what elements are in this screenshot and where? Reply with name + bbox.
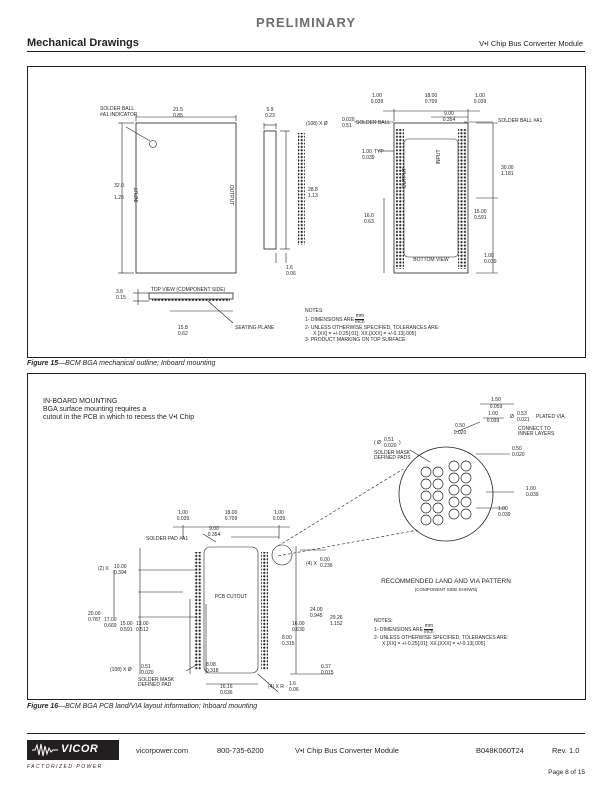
f16-dim-20-00: 20.00 bbox=[88, 611, 101, 617]
dim-0-039-d: 0.039 bbox=[484, 259, 497, 265]
f16-note-1-inch: inch bbox=[424, 629, 434, 635]
f16-dim-108x: (108) X Ø bbox=[110, 667, 132, 673]
dim-0-039-c: 0.039 bbox=[362, 155, 375, 161]
f16-dim-pad-close: ) bbox=[399, 440, 401, 446]
note-2b: X.[XX] = +/-0.25[.01]; XX.[XXX] = +/-0.13[.005] bbox=[313, 331, 416, 337]
dim-0-51: 0.51 bbox=[342, 123, 352, 129]
f16-dim-0-059: 0.059 bbox=[489, 404, 503, 410]
f16-dim-0-512: 0.512 bbox=[136, 627, 149, 633]
logo-tagline: FACTORIZED POWER bbox=[27, 764, 103, 770]
dim-1-181: 1.181 bbox=[501, 171, 514, 177]
f16-note-1-units bbox=[424, 624, 433, 635]
f16-dim-0-945: 0.945 bbox=[310, 613, 323, 619]
package-side-body bbox=[149, 293, 233, 299]
label-output: OUTPUT bbox=[228, 184, 234, 206]
f16-dim-10-00: 10.00 bbox=[114, 564, 127, 570]
f16-dim-pad-open: ( Ø bbox=[374, 440, 381, 446]
f16-dim-0-50-a: 0.50 bbox=[455, 423, 465, 429]
dim-32-0: 32.0 bbox=[114, 183, 124, 189]
preliminary-banner: PRELIMINARY bbox=[255, 15, 357, 30]
f16-dim-0-039-d: 0.039 bbox=[526, 492, 539, 498]
f16-dim-0-636: 0.636 bbox=[220, 690, 233, 696]
label-input: INPUT bbox=[134, 187, 140, 203]
inboard-title: IN-BOARD MOUNTING bbox=[43, 398, 118, 405]
f16-note-1 bbox=[374, 624, 508, 635]
figure-15-caption bbox=[27, 360, 215, 367]
dim-1-00-c: 1.00 bbox=[362, 149, 372, 155]
detail-callout-circle bbox=[272, 545, 292, 565]
dim-0-020: 0.020 bbox=[342, 117, 355, 123]
section-title: Mechanical Drawings bbox=[27, 37, 139, 49]
f16-dim-0-020-a: 0.020 bbox=[453, 430, 467, 436]
label-solder-ball-a1: SOLDER BALL #A1 bbox=[498, 118, 543, 124]
f16-dim-0-020-c: 0.020 bbox=[512, 452, 525, 458]
label-defined-pads: DEFINED PADS bbox=[374, 455, 411, 461]
f16-dim-0-591: 0.591 bbox=[120, 627, 133, 633]
label-solder-pad-a1: SOLDER PAD #A1 bbox=[146, 536, 189, 542]
label-solder-ball-b: SOLDER BALL bbox=[356, 120, 391, 126]
dim-1-13: 1.13 bbox=[308, 193, 318, 199]
vicor-wave-icon bbox=[32, 743, 58, 757]
dim-9-00: 9.00 bbox=[444, 111, 454, 117]
dim-18-00: 18.00 bbox=[424, 93, 438, 99]
figure-16-caption-label: Figure 16 bbox=[27, 703, 59, 710]
label-top-view: TOP VIEW (COMPONENT SIDE) bbox=[150, 287, 226, 293]
bottom-view-balls-right bbox=[458, 129, 466, 269]
f16-dim-0-53: 0.53 bbox=[517, 411, 527, 417]
label-inner-layers: INNER LAYERS bbox=[518, 431, 555, 437]
dim-0-06: 0.06 bbox=[286, 271, 296, 277]
footer-phone: 800-735-6200 bbox=[217, 746, 264, 755]
notes-title: NOTES: bbox=[305, 308, 324, 314]
f16-dim-0-06: 0.06 bbox=[289, 687, 299, 693]
figure-15-caption-text: —BCM BGA mechanical outline; Inboard mounting bbox=[58, 360, 216, 367]
dim-0-354: 0.354 bbox=[442, 117, 456, 123]
f16-dim-29-26: 29.26 bbox=[330, 615, 343, 621]
inboard-line-3: cutout in the PCB in which to recess the V•I Chip bbox=[43, 414, 195, 421]
label-bottom-view: BOTTOM VIEW bbox=[413, 257, 449, 263]
inboard-line-2: BGA surface mounting requires a bbox=[43, 406, 147, 413]
top-view-outline bbox=[136, 123, 236, 273]
footer-product: V•I Chip Bus Converter Module bbox=[295, 746, 399, 755]
f16-dim-0-787: 0.787 bbox=[88, 617, 101, 623]
dim-16-0: 16.0 bbox=[364, 213, 374, 219]
dim-0-62: 0.62 bbox=[178, 331, 188, 337]
dim-0-85: 0.85 bbox=[173, 113, 183, 119]
note-1-inch: inch bbox=[355, 319, 365, 325]
solder-pads-left bbox=[194, 552, 201, 670]
f16-dim-0-236: 0.236 bbox=[320, 563, 333, 569]
f16-dim-0-020-b: 0.020 bbox=[384, 443, 397, 449]
f16-dim-0-318: 0.318 bbox=[206, 668, 219, 674]
label-solder-mask-1: SOLDER MASK bbox=[138, 677, 175, 683]
f16-dim-0-669: 0.669 bbox=[104, 623, 117, 629]
label-defined-pad: DEFINED PAD bbox=[138, 682, 172, 688]
figure-16-notes bbox=[374, 618, 508, 647]
vicor-logo bbox=[27, 740, 119, 760]
dim-1-00-a: 1.00 bbox=[372, 93, 382, 99]
dim-1-26: 1.26 bbox=[114, 195, 124, 201]
f16-dim-2x: (2) X bbox=[98, 566, 109, 572]
f16-dim-6-00: 6.00 bbox=[320, 557, 330, 563]
dim-21-5: 21.5 bbox=[173, 107, 183, 113]
f16-dim-0-354: 0.354 bbox=[207, 532, 221, 538]
label-seating-plane: SEATING PLANE bbox=[235, 325, 275, 331]
f16-dim-1-6: 1.6 bbox=[289, 681, 296, 687]
label-input-b: INPUT bbox=[436, 149, 442, 165]
f16-dim-0-015: 0.015 bbox=[321, 670, 334, 676]
f16-dim-1-00-c: 1.00 bbox=[488, 411, 498, 417]
dim-15-8: 15.8 bbox=[178, 325, 188, 331]
note-1-mm: mm bbox=[355, 313, 365, 319]
f16-dim-0-394: 0.394 bbox=[114, 570, 127, 576]
f16-note-1-text: 1- DIMENSIONS ARE bbox=[374, 626, 423, 633]
f16-dim-1-00-a: 1.00 bbox=[178, 510, 188, 516]
dim-typ: TYP bbox=[374, 149, 384, 155]
side-view-body bbox=[264, 131, 276, 249]
label-recommended-pattern: RECOMMENDED LAND AND VIA PATTERN bbox=[381, 578, 511, 585]
f16-dim-17-00: 17.00 bbox=[104, 617, 117, 623]
note-1 bbox=[305, 314, 439, 325]
dim-1-00-d: 1.00 bbox=[484, 253, 494, 259]
label-solder-mask-2: SOLDER MASK bbox=[374, 450, 411, 456]
f16-dim-1-00-e: 1.00 bbox=[498, 506, 508, 512]
dim-0-709: 0.709 bbox=[424, 99, 438, 105]
f16-dim-1-50: 1.50 bbox=[491, 397, 501, 403]
figure-16-caption bbox=[27, 703, 257, 710]
f16-dim-1-00-d: 1.00 bbox=[526, 486, 536, 492]
dim-0-23: 0.23 bbox=[265, 113, 275, 119]
solder-pads-right bbox=[261, 552, 268, 670]
section-product: V•I Chip Bus Converter Module bbox=[479, 39, 583, 48]
dim-30-00: 30.00 bbox=[501, 165, 514, 171]
f16-notes-title: NOTES: bbox=[374, 618, 393, 624]
f16-note-2: 2- UNLESS OTHERWISE SPECIFIED, TOLERANCES ARE: bbox=[374, 635, 509, 641]
dim-15-00: 15.00 bbox=[474, 209, 487, 215]
f16-dim-16-00: 16.00 bbox=[292, 621, 305, 627]
footer-revision: Rev. 1.0 bbox=[552, 746, 580, 755]
f16-dim-1-00-b: 1.00 bbox=[274, 510, 284, 516]
figure-15-caption-label: Figure 15 bbox=[27, 360, 59, 367]
f16-dim-0-039-c: 0.039 bbox=[486, 418, 500, 424]
label-a1-indicator: #A1 INDICATOR bbox=[100, 112, 138, 118]
dim-3-8: 3.8 bbox=[116, 289, 123, 295]
bottom-view-balls-left bbox=[396, 129, 404, 269]
f16-dim-0-37: 0.37 bbox=[321, 664, 331, 670]
f16-dim-13-00: 13.00 bbox=[136, 621, 149, 627]
dim-1-00-b: 1.00 bbox=[475, 93, 485, 99]
section-header bbox=[27, 37, 585, 52]
label-output-b: OUTPUT bbox=[402, 167, 408, 189]
note-1-units bbox=[355, 314, 364, 325]
f16-dim-1-152: 1.152 bbox=[330, 621, 343, 627]
page-number: Page 8 of 15 bbox=[548, 769, 585, 776]
dim-5-9: 5.9 bbox=[266, 107, 274, 113]
dim-0-039-a: 0.039 bbox=[370, 99, 384, 105]
f16-dim-0-630: 0.630 bbox=[292, 627, 305, 633]
f16-dim-18-00: 18.00 bbox=[224, 510, 238, 516]
inboard-mounting-text bbox=[43, 398, 194, 422]
f16-dim-0-709: 0.709 bbox=[224, 516, 238, 522]
figure-15-notes bbox=[305, 308, 439, 343]
footer-rule bbox=[27, 733, 585, 734]
label-component-side: (COMPONENT SIDE SHOWN) bbox=[414, 587, 478, 592]
f16-dim-8-08: 8.08 bbox=[206, 662, 216, 668]
f16-note-2b: X.[XX] = +/-0.25[.01]; XX.[XXX] = +/-0.13[.005] bbox=[382, 641, 485, 647]
f16-dim-9-00: 9.00 bbox=[209, 526, 219, 532]
f16-dim-0-51: 0.51 bbox=[141, 664, 151, 670]
dim-0-63: 0.63 bbox=[364, 219, 374, 225]
f16-note-1-mm: mm bbox=[424, 623, 434, 629]
note-1-text: 1- DIMENSIONS ARE bbox=[305, 316, 354, 323]
land-via-pattern bbox=[421, 461, 471, 525]
vicor-logo-text: VICOR bbox=[61, 743, 99, 755]
figure-16-caption-text: —BCM BGA PCB land/VIA layout information; Inboard mounting bbox=[58, 703, 258, 710]
f16-dim-0-039-a: 0.039 bbox=[176, 516, 190, 522]
label-solder-ball: SOLDER BALL bbox=[100, 106, 135, 112]
figure-16-frame bbox=[27, 373, 586, 700]
f16-dim-via-diam: Ø bbox=[510, 414, 514, 420]
label-pcb-cutout: PCB CUTOUT bbox=[214, 594, 248, 600]
label-connect-to: CONNECT TO bbox=[518, 426, 551, 432]
dim-108x: (108) X Ø bbox=[306, 121, 328, 127]
f16-dim-15-00: 15.00 bbox=[120, 621, 133, 627]
f16-dim-0-021: 0.021 bbox=[517, 417, 530, 423]
label-plated-via: PLATED VIA bbox=[536, 414, 565, 420]
f16-dim-0-020: 0.020 bbox=[141, 670, 154, 676]
f16-dim-4x: (4) X bbox=[306, 561, 317, 567]
f16-dim-4xr: (4) X R bbox=[268, 684, 284, 690]
figure-16-drawing bbox=[28, 374, 585, 699]
footer-website[interactable]: vicorpower.com bbox=[136, 746, 189, 755]
f16-dim-0-51-b: 0.51 bbox=[384, 437, 394, 443]
dim-28-8: 28.8 bbox=[308, 187, 318, 193]
f16-dim-0-039-e: 0.039 bbox=[498, 512, 511, 518]
bottom-view-outline bbox=[394, 123, 468, 273]
package-side-balls bbox=[152, 299, 230, 302]
note-3: 3- PRODUCT MARKING ON TOP SURFACE bbox=[305, 337, 406, 343]
dim-1-6: 1.6 bbox=[286, 265, 293, 271]
f16-dim-8-00: 8.00 bbox=[282, 635, 292, 641]
f16-dim-24-00: 24.00 bbox=[310, 607, 323, 613]
side-view-balls bbox=[298, 133, 305, 245]
note-2: 2- UNLESS OTHERWISE SPECIFIED, TOLERANCES ARE: bbox=[305, 325, 440, 331]
pcb-cutout-outline bbox=[204, 547, 258, 673]
detail-magnified-circle bbox=[399, 447, 493, 541]
dim-0-591: 0.591 bbox=[474, 215, 487, 221]
f16-dim-0-315: 0.315 bbox=[282, 641, 295, 647]
f16-dim-16-16: 16.16 bbox=[220, 684, 233, 690]
f16-dim-0-039-b: 0.039 bbox=[272, 516, 286, 522]
footer-part-number: B048K060T24 bbox=[476, 746, 524, 755]
a1-indicator-circle bbox=[150, 141, 157, 148]
dim-0-039-b: 0.039 bbox=[473, 99, 487, 105]
f16-dim-0-50-b: 0.50 bbox=[512, 446, 522, 452]
dim-0-15: 0.15 bbox=[116, 295, 126, 301]
